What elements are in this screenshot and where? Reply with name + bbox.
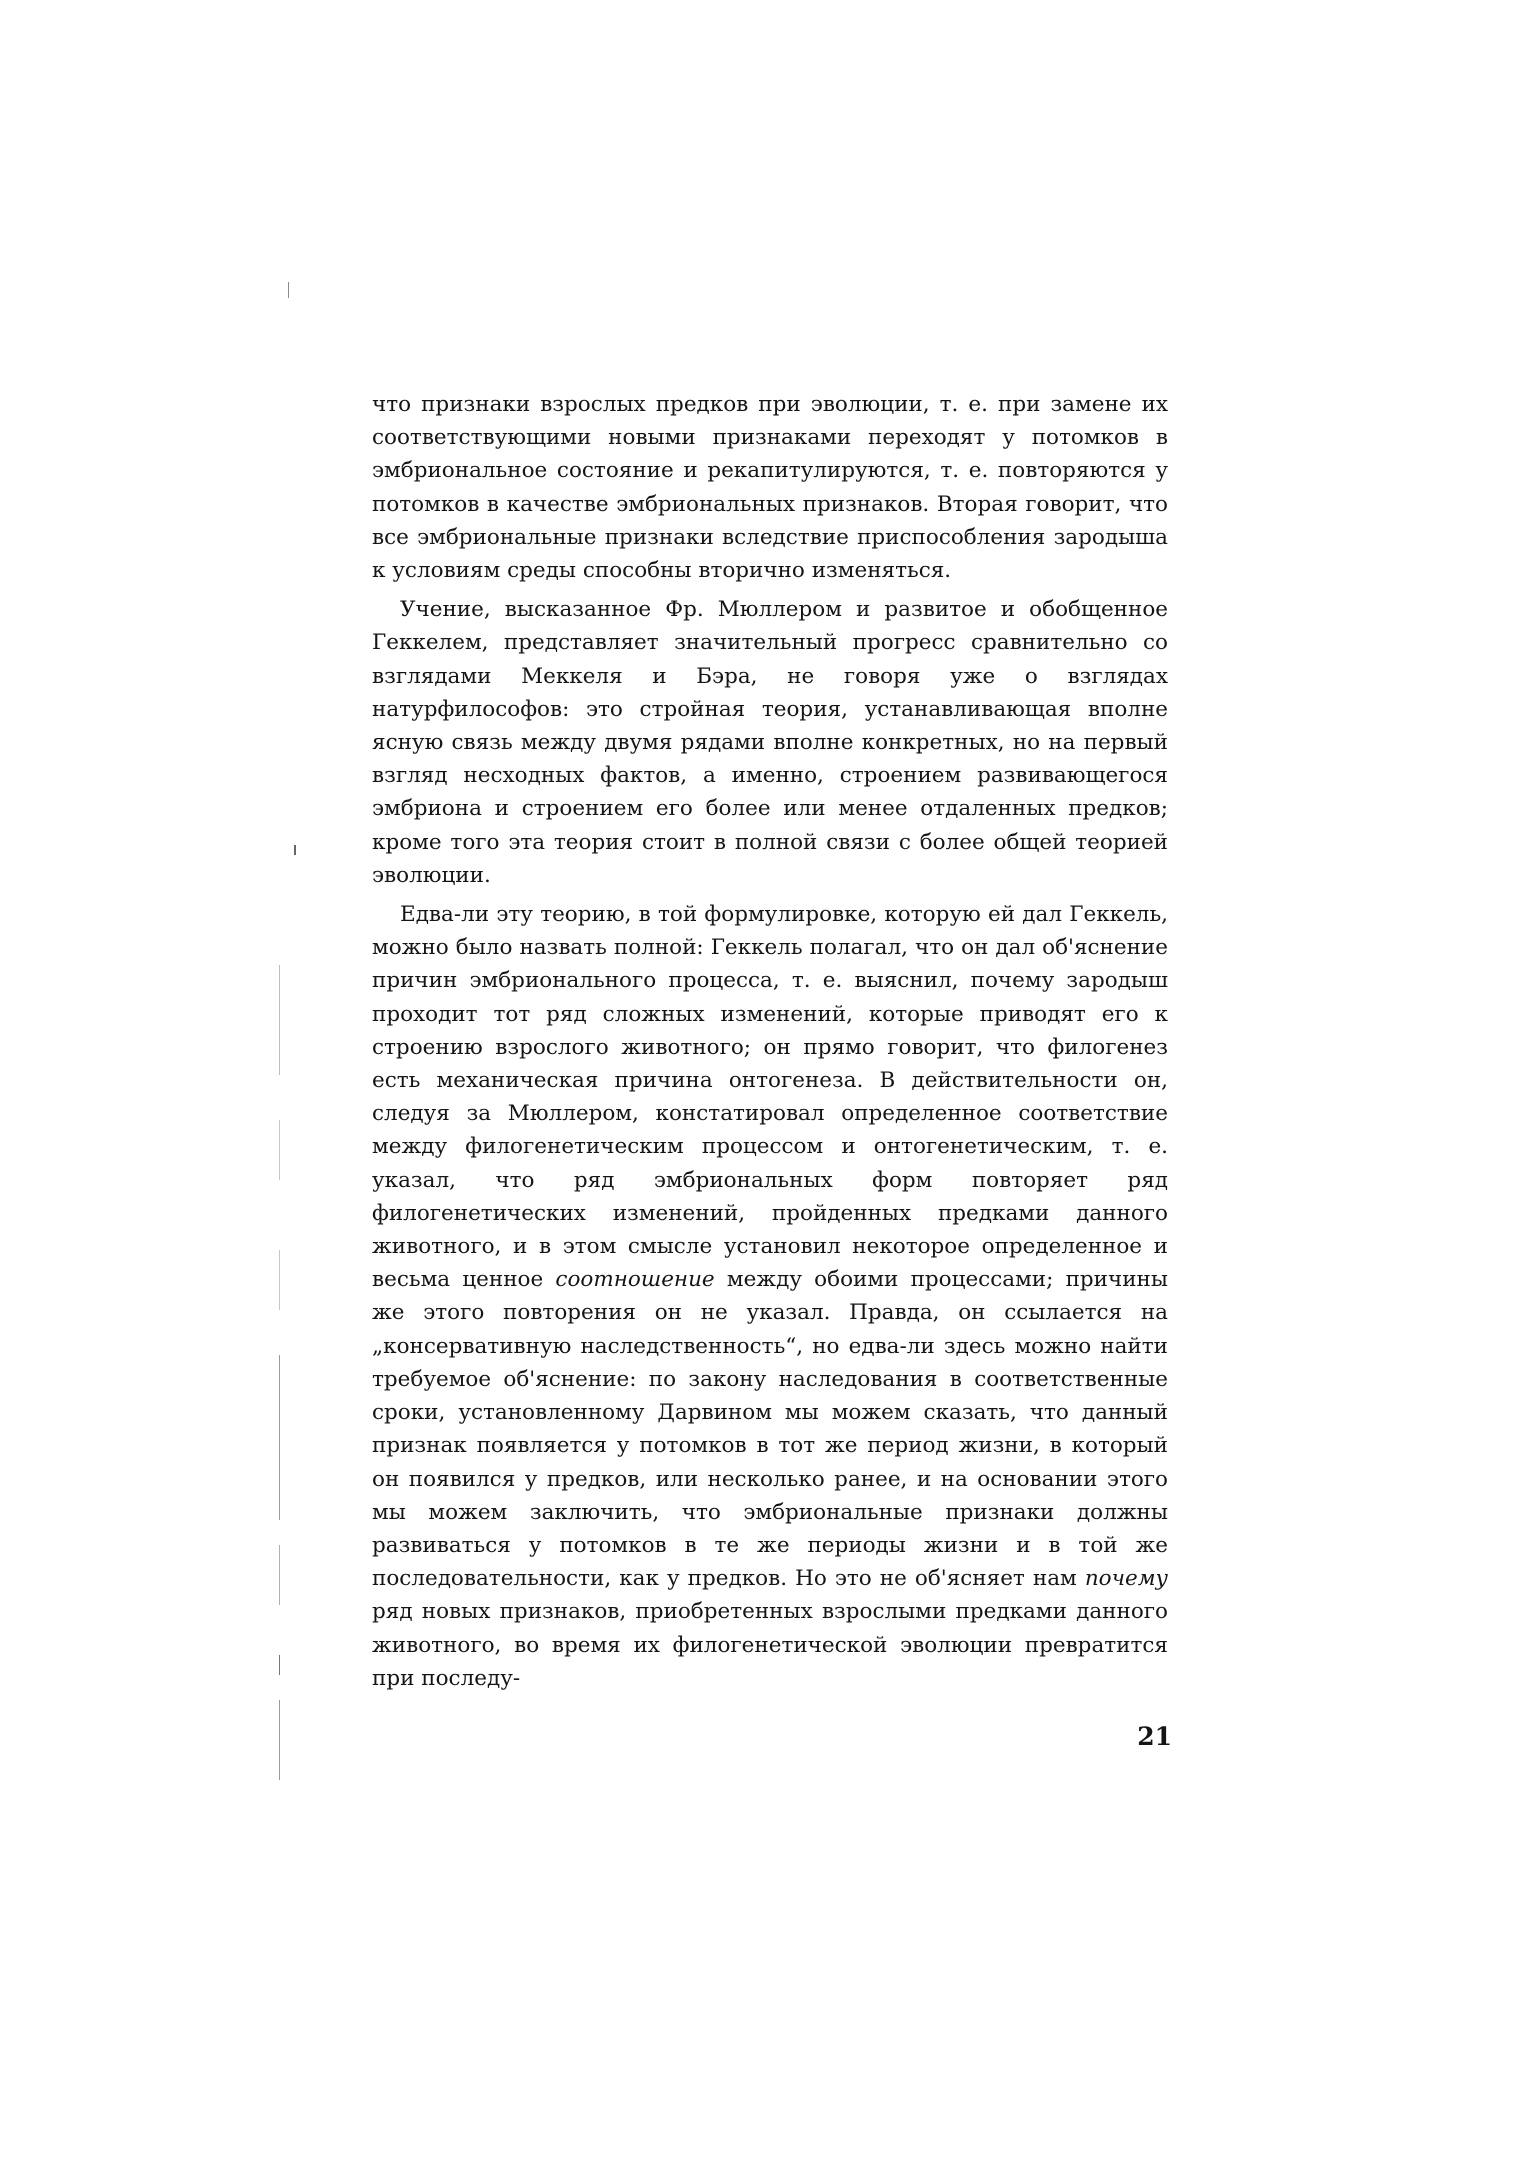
- margin-scan-mark: [279, 1655, 280, 1675]
- margin-scan-mark: [294, 845, 296, 855]
- paragraph-3: [372, 898, 1168, 1695]
- margin-scan-mark: [279, 1355, 280, 1520]
- margin-scan-mark: [288, 282, 289, 298]
- margin-scan-mark: [279, 1700, 280, 1780]
- body-text: [372, 388, 1168, 1695]
- page-number: 21: [1137, 1722, 1172, 1751]
- margin-scan-mark: [279, 965, 280, 1075]
- margin-scan-mark: [279, 1250, 280, 1310]
- paragraph-2: Учение, высказанное Фр. Мюллером и развитое и обобщенное Геккелем, представляет значительный прогресс сравнительно со взглядами Меккеля и Бэра, не говоря уже о взглядах натурфилософов: это стройная теория, устанавливающая вполне ясную связь между двумя рядами вполне конкретных, но на первый взгляд несходных фактов, а именно, строением развивающегося эмбриона и строением его более или менее отдаленных предков; кроме того эта теория стоит в полной связи с более общей теорией эволюции.: [372, 597, 1168, 888]
- paragraph-1: что признаки взрослых предков при эволюции, т. е. при замене их соответствующими новыми признаками переходят у потомков в эмбриональное состояние и рекапитулируются, т. е. повторяются у потомков в качестве эмбриональных признаков. Вторая говорит, что все эмбриональные признаки вследствие приспособления зародыша к условиям среды способны вторично изменяться.: [372, 392, 1168, 584]
- paragraph-3-part-1: Едва-ли эту теорию, в той формулировке, которую ей дал Геккель, можно было назвать полной: Геккель полагал, что он дал об'яснение причин эмбрионального процесса, т. е. выяснил, почему зародыш проходит тот ряд сложных изменений, которые приводят его к строению взрослого животного; он прямо говорит, что филогенез есть механическая причина онтогенеза. В действительности он, следуя за Мюллером, констатировал определенное соответствие между филогенетическим процессом и онтогенетическим, т. е. указал, что ряд эмбриональных форм повторяет ряд филогенетических изменений, пройденных предками данного животного, и в этом смысле установил некоторое определенное и весьма ценное: [372, 902, 1168, 1293]
- paragraph-3-part-2: между обоими процессами; причины же этого повторения он не указал. Правда, он ссылается на „консервативную наследственность“, но едва-ли здесь можно найти требуемое об'яснение: по закону наследования в соответственные сроки, установленному Дарвином мы можем сказать, что данный признак появляется у потомков в тот же период жизни, в который он появился у предков, или несколько ранее, и на основании этого мы можем заключить, что эмбриональные признаки должны развиваться у потомков в те же периоды жизни и в той же последовательности, как у предков. Но это не об'ясняет нам: [372, 1267, 1168, 1592]
- italic-term-why: почему: [1084, 1566, 1168, 1592]
- margin-scan-mark: [279, 1120, 280, 1180]
- paragraph-3-part-3: ряд новых признаков, приобретенных взрослыми предками данного животного, во время их филогенетической эволюции превратится при последу-: [372, 1599, 1168, 1691]
- margin-scan-mark: [279, 1545, 280, 1605]
- italic-term-correlation: соотношение: [555, 1267, 715, 1293]
